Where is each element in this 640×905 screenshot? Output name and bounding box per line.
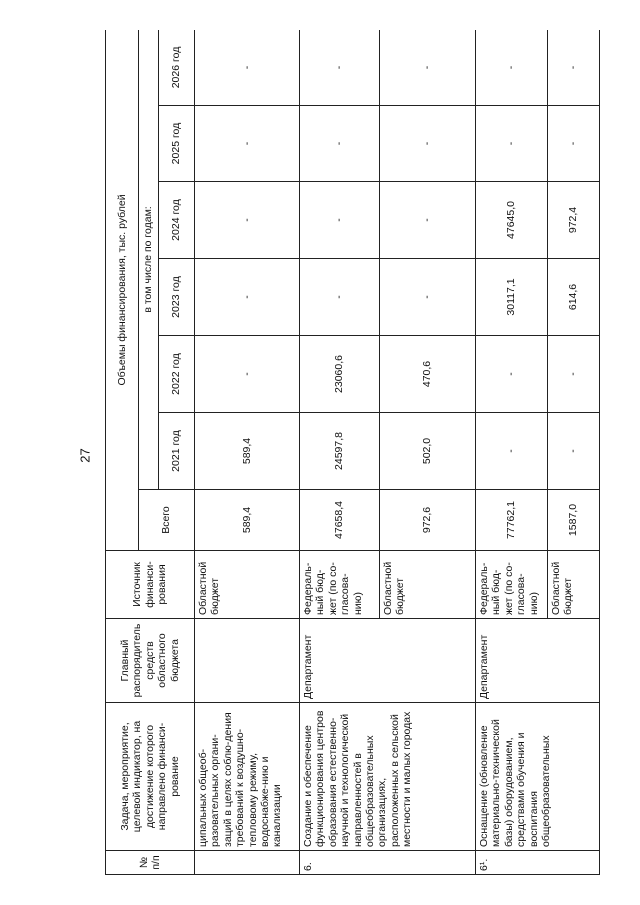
- row-source: Федераль-ный бюд-жет (по со-гласова-нию): [300, 551, 380, 619]
- row-total: 77762,1: [476, 490, 548, 551]
- row-total: 972,6: [380, 490, 476, 551]
- header-year: 2024 год: [159, 182, 195, 259]
- table-row: [476, 30, 548, 875]
- row-year-value: -: [300, 182, 380, 259]
- row-task: Оснащение (обновление материально-технической базы) оборудованием, средствами обучения и воспитания общеобразовательных: [476, 703, 600, 851]
- row-task: Создание и обеспечение функционирования центров образования естественно-научной и технологической направленностей в общеобразовательных организациях, расположенных в сельской местности и малых городах: [300, 703, 476, 851]
- row-year-value: -: [548, 30, 600, 106]
- row-year-value: 589,4: [195, 413, 300, 490]
- row-year-value: -: [548, 336, 600, 413]
- header-year: 2022 год: [159, 336, 195, 413]
- header-volumes: Объемы финансирования, тыс. рублей: [106, 30, 139, 551]
- row-year-value: -: [300, 30, 380, 106]
- row-year-value: -: [300, 106, 380, 182]
- header-source: Источник финанси-рования: [106, 551, 195, 619]
- row-num: 6¹.: [476, 851, 600, 875]
- page-number: 27: [77, 447, 93, 463]
- row-year-value: 614,6: [548, 259, 600, 336]
- header-incl: в том числе по годам:: [139, 30, 159, 490]
- row-year-value: 502,0: [380, 413, 476, 490]
- header-year: 2026 год: [159, 30, 195, 106]
- row-total: 589,4: [195, 490, 300, 551]
- row-year-value: 47645,0: [476, 182, 548, 259]
- row-source: Областной бюджет: [380, 551, 476, 619]
- row-year-value: -: [300, 259, 380, 336]
- row-year-value: 30117,1: [476, 259, 548, 336]
- financing-table: [105, 30, 600, 875]
- row-year-value: -: [380, 182, 476, 259]
- row-source: Областной бюджет: [548, 551, 600, 619]
- table-row: [195, 30, 300, 875]
- row-year-value: -: [476, 413, 548, 490]
- row-total: 47658,4: [300, 490, 380, 551]
- row-year-value: -: [195, 182, 300, 259]
- header-dept: Главный распорядитель средств областного бюджета: [106, 619, 195, 703]
- row-dept: [195, 619, 300, 703]
- table-frame: [105, 30, 600, 875]
- row-total: 1587,0: [548, 490, 600, 551]
- row-year-value: -: [195, 259, 300, 336]
- row-year-value: 24597,8: [300, 413, 380, 490]
- row-year-value: -: [476, 336, 548, 413]
- row-dept: Департамент: [300, 619, 476, 703]
- row-year-value: -: [195, 106, 300, 182]
- header-year: 2021 год: [159, 413, 195, 490]
- header-task: Задача, мероприятие, целевой индикатор, на достижение которого направлено финанси-рование: [106, 703, 195, 851]
- row-year-value: -: [548, 106, 600, 182]
- row-year-value: -: [380, 259, 476, 336]
- row-year-value: -: [380, 106, 476, 182]
- header-num: № п/п: [106, 851, 195, 875]
- row-year-value: -: [548, 413, 600, 490]
- row-year-value: -: [476, 30, 548, 106]
- row-source: Областной бюджет: [195, 551, 300, 619]
- header-year: 2025 год: [159, 106, 195, 182]
- row-num: [195, 851, 300, 875]
- rotated-table-container: [105, 30, 600, 875]
- header-year: 2023 год: [159, 259, 195, 336]
- row-year-value: -: [195, 336, 300, 413]
- row-year-value: 470,6: [380, 336, 476, 413]
- row-task: ципальных общеоб-разовательных органи-заций в целях соблю-дения требований к воздушно-тепловому режиму, водоснабже-нию и канализации: [195, 703, 300, 851]
- row-source: Федераль-ный бюд-жет (по со-гласова-нию): [476, 551, 548, 619]
- table-row: [300, 30, 380, 875]
- row-year-value: -: [476, 106, 548, 182]
- row-year-value: 972,4: [548, 182, 600, 259]
- row-year-value: 23060,6: [300, 336, 380, 413]
- row-year-value: -: [380, 30, 476, 106]
- row-year-value: -: [195, 30, 300, 106]
- header-total: Всего: [139, 490, 195, 551]
- row-dept: Департамент: [476, 619, 600, 703]
- row-num: 6.: [300, 851, 476, 875]
